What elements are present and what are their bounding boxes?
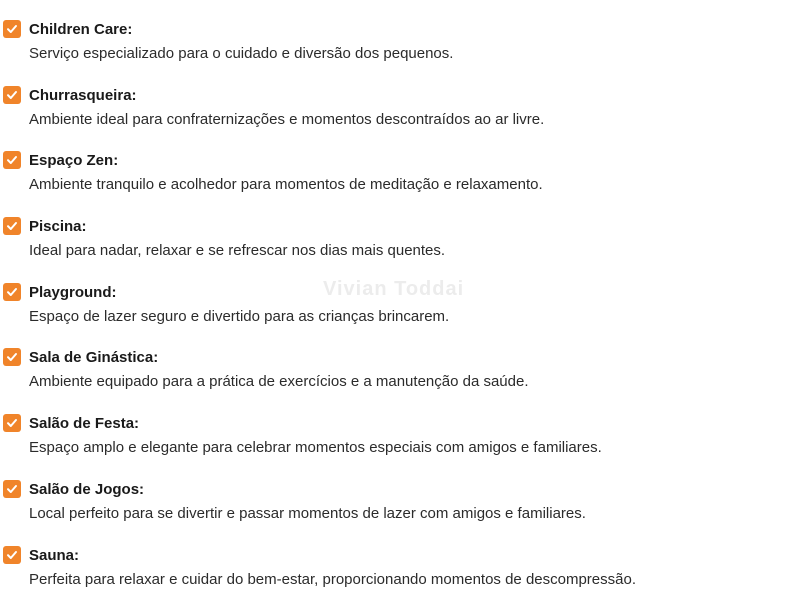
item-title: Churrasqueira: <box>29 86 137 104</box>
item-title: Salão de Festa: <box>29 415 140 433</box>
item-title: Sala de Ginástica: <box>29 349 159 367</box>
checkbox-checked-icon <box>3 480 21 498</box>
list-item <box>3 413 793 479</box>
checkbox-checked-icon <box>3 348 21 366</box>
item-description: Local perfeito para se divertir e passar momentos de lazer com amigos e familiares. <box>29 504 586 522</box>
list-item <box>3 150 793 216</box>
watermark: Vivian Toddai <box>323 278 465 300</box>
item-description: Espaço de lazer seguro e divertido para as crianças brincarem. <box>29 307 450 325</box>
item-description: Serviço especializado para o cuidado e diversão dos pequenos. <box>29 45 454 62</box>
item-title: Sauna: <box>29 546 80 564</box>
list-item <box>3 479 793 545</box>
item-title: Playground: <box>29 283 117 301</box>
item-title: Children Care: <box>29 21 133 38</box>
checkbox-checked-icon <box>3 20 21 38</box>
list-item <box>3 216 793 282</box>
item-description: Espaço amplo e elegante para celebrar momentos especiais com amigos e familiares. <box>29 439 602 457</box>
checkbox-checked-icon <box>3 283 21 301</box>
item-description: Ambiente tranquilo e acolhedor para momentos de meditação e relaxamento. <box>29 176 543 194</box>
list-item <box>3 347 793 413</box>
item-title: Espaço Zen: <box>29 152 119 170</box>
list-item <box>3 545 793 600</box>
list-item <box>3 85 793 151</box>
item-description: Ideal para nadar, relaxar e se refrescar nos dias mais quentes. <box>29 242 446 260</box>
checkbox-checked-icon <box>3 414 21 432</box>
item-title: Salão de Jogos: <box>29 480 145 498</box>
checkbox-checked-icon <box>3 86 21 104</box>
item-description: Ambiente equipado para a prática de exercícios e a manutenção da saúde. <box>29 373 529 391</box>
amenity-list <box>3 19 793 600</box>
checkbox-checked-icon <box>3 546 21 564</box>
checkbox-checked-icon <box>3 217 21 235</box>
item-description: Ambiente ideal para confraternizações e momentos descontraídos ao ar livre. <box>29 110 545 128</box>
item-description: Perfeita para relaxar e cuidar do bem-estar, proporcionando momentos de descompressão. <box>29 570 636 588</box>
item-title: Piscina: <box>29 218 87 236</box>
list-item <box>3 19 793 85</box>
checkbox-checked-icon <box>3 151 21 169</box>
